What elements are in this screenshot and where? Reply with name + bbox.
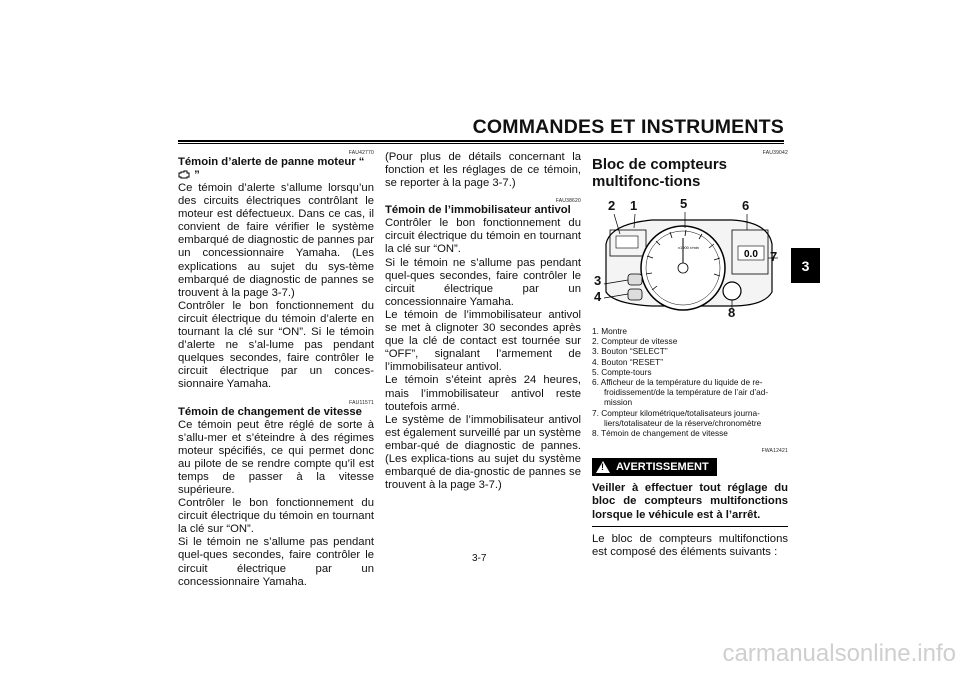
callout-8: 8 (728, 305, 736, 320)
heading-immobilizer: Témoin de l’immobilisateur antivol (385, 204, 571, 217)
paragraph: Le système de l’immobilisateur antivol est également surveillé par un système embar-qué de diagnostic de pannes. (Les explica-tions au sujet du système embarqué de dia-gnostic de pannes se trouvent à la page 3-7.) (385, 413, 581, 492)
header-rule (178, 140, 784, 142)
column-3 (592, 148, 788, 559)
reference-code: FAU38620 (555, 198, 581, 205)
figure-legend (592, 326, 788, 438)
paragraph: Le témoin s’éteint après 24 heures, mais l’immobilisateur antivol reste toutefois armé. (385, 374, 581, 413)
warning-icon: ! (596, 461, 610, 473)
heading-shift-light: Témoin de changement de vitesse (178, 405, 362, 418)
list-item: 1. Montre (592, 326, 628, 336)
paragraph: Le bloc de compteurs multifonctions est composé des éléments suivants : (592, 532, 788, 558)
reset-button (628, 289, 642, 300)
paragraph: (Pour plus de détails concernant la fonction et les réglages de ce témoin, se reporter à la page 3-7.) (385, 151, 581, 190)
list-item: 8. Témoin de changement de vitesse (592, 428, 728, 439)
paragraph: Le témoin de l’immobilisateur antivol se met à clignoter 30 secondes après que la clé de contact est tournée sur “OFF”, signalant l’armement de l’immobilisateur antivol. (385, 308, 581, 374)
paragraph: Contrôler le bon fonctionnement du circuit électrique du témoin d’alerte en tournant la clé sur “ON”. Si le témoin d’alerte ne s’al-lume pas pendant quelques secondes, faire contrôler le circuit électrique par un conces-sionnaire Yamaha. (178, 299, 374, 391)
watermark: carmanualsonline.info (722, 640, 956, 667)
header-rule-thin (178, 143, 784, 144)
paragraph: Si le témoin ne s’allume pas pendant quel-ques secondes, faire contrôler le circuit électrique par un concessionnaire Yamaha. (385, 256, 581, 308)
reference-code: FAU42770 (348, 150, 374, 156)
list-item: 5. Compte-tours (592, 366, 652, 377)
warning-box (592, 458, 788, 527)
callout-5: 5 (680, 196, 688, 211)
page-number: 3-7 (472, 553, 487, 564)
paragraph: Si le témoin ne s’allume pas pendant quel-ques secondes, faire contrôler le circuit électrique par un concessionnaire Yamaha. (178, 536, 374, 588)
callout-3: 3 (594, 273, 602, 288)
chapter-tab: 3 (791, 248, 820, 283)
callout-6: 6 (742, 198, 750, 213)
list-item: 6. Afficheur de la température du liquide de re-froidissement/de la température de l’air d’ad-mission (592, 377, 769, 408)
warning-badge (592, 458, 717, 476)
rpm-label: x1000 r/min (678, 245, 699, 250)
column-1 (178, 148, 374, 589)
page-header-title: COMMANDES ET INSTRUMENTS (472, 116, 784, 138)
instrument-cluster-figure (592, 194, 788, 320)
needle-hub (678, 263, 688, 273)
reference-code: FAU39042 (762, 150, 788, 156)
list-item: 3. Bouton “SELECT” (592, 346, 668, 357)
heading-text: Témoin d’alerte de panne moteur “ (178, 156, 365, 168)
speedometer-display (616, 236, 638, 248)
callout-4: 4 (594, 289, 602, 304)
callout-1: 1 (630, 198, 638, 213)
callout-7: 7 (770, 249, 778, 264)
heading-engine-warning (178, 156, 374, 182)
list-item: 7. Compteur kilométrique/totalisateurs journa-liers/totalisateur de la réserve/chronomètre (592, 407, 762, 428)
column-2 (385, 151, 581, 492)
display-readout: 0.0 (744, 249, 758, 260)
engine-icon (178, 170, 191, 179)
paragraph: Ce témoin peut être réglé de sorte à s’allu-mer et s’éteindre à des régimes moteur spécifiés, ce qui permet donc au pilote de se rendre compte qu’il est temps de passer à la vitesse supérieure. (178, 418, 374, 496)
paragraph: Contrôler le bon fonctionnement du circuit électrique du témoin en tournant la clé sur “ON”. (178, 497, 374, 536)
heading-text-end: ” (191, 169, 200, 181)
list-item: 2. Compteur de vitesse (592, 336, 678, 347)
callout-2: 2 (608, 198, 616, 213)
paragraph: Contrôler le bon fonctionnement du circuit électrique du témoin en tournant la clé sur “ON”. (385, 217, 581, 256)
shift-light (723, 282, 741, 300)
select-button (628, 274, 642, 285)
reference-code: FWA12421 (761, 448, 788, 455)
instrument-cluster-illustration (592, 194, 788, 320)
warning-label: AVERTISSEMENT (616, 460, 709, 473)
paragraph: Ce témoin d’alerte s’allume lorsqu’un des circuits électriques contrôlant le moteur est défectueux. Dans ce cas, il convient de faire vérifier le système embarqué de diagnostic de pannes par un concessionnaire Yamaha. (Les explications au sujet du sys-tème embarqué de diagnostic de pannes se trouvent à la page 3-7.) (178, 182, 374, 299)
section-title: Bloc de compteurs multifonc-tions (592, 156, 728, 190)
warning-text: Veiller à effectuer tout réglage du bloc de compteurs multifonctions lorsque le véhicule est à l’arrêt. (592, 482, 788, 521)
reference-code: FAU11571 (349, 399, 374, 406)
list-item: 4. Bouton “RESET” (592, 356, 664, 367)
